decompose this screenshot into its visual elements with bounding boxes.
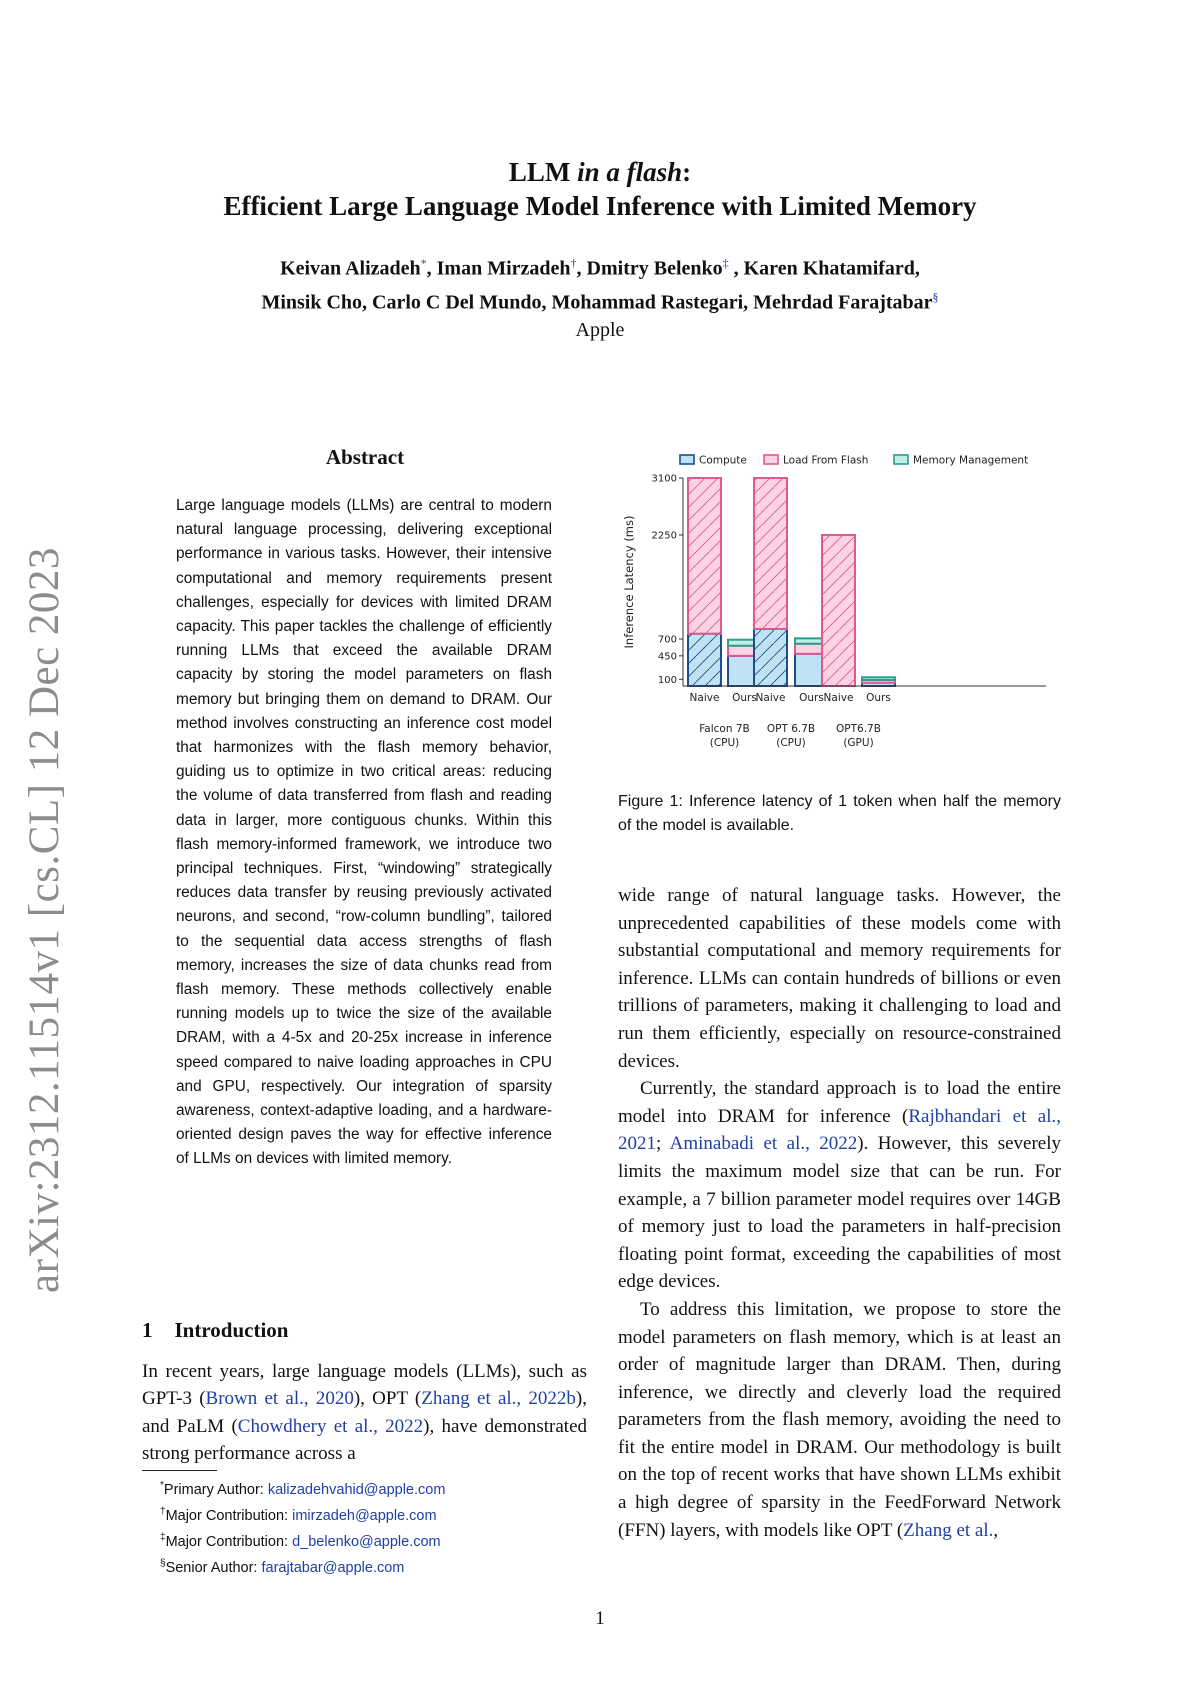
footnote-rule (142, 1470, 217, 1471)
citation-link[interactable]: Zhang et al. (903, 1519, 994, 1541)
x-tick-label: Naive (689, 692, 720, 704)
legend-label: Compute (699, 454, 747, 467)
paragraph: To address this limitation, we propose to store the model parameters on flash memory, which is at least an order of magnitude larger than DRAM. Then, during inference, we directly and cleverly load the required parameters from the flash memory, avoiding the need to fit the entire model in DRAM. Our methodology is built on the top of recent works that have shown LLMs exhibit a high degree of sparsity in the FeedForward Network (FFN) layers, with models like OPT (Zhang et al., (618, 1298, 1061, 1541)
email-link[interactable]: imirzadeh@apple.com (292, 1507, 437, 1524)
latency-chart (618, 448, 1063, 768)
group-label: OPT6.7B (836, 723, 881, 735)
title-block (130, 155, 1070, 344)
email-link[interactable]: kalizadehvahid@apple.com (267, 1481, 446, 1498)
y-tick-label: 100 (657, 674, 677, 686)
footnotes (160, 1475, 590, 1580)
author-list: Keivan Alizadeh*, Iman Mirzadeh†, Dmitry Belenko‡ , Karen Khatamifard, Minsik Cho, Carlo C Del Mundo, Mohammad Rastegari, Mehrdad Farajtabar§ (261, 256, 939, 314)
footnote: *Primary Author: kalizadehvahid@apple.com (160, 1480, 446, 1498)
y-tick-label: 700 (657, 634, 677, 646)
y-axis-label: Inference Latency (ms) (622, 515, 636, 649)
email-link[interactable]: d_belenko@apple.com (292, 1534, 441, 1551)
bar-hatch (754, 478, 787, 629)
footnote: §Senior Author: farajtabar@apple.com (160, 1558, 405, 1577)
figure-1 (618, 448, 1063, 768)
group-label: OPT 6.7B (766, 723, 816, 735)
citation-link[interactable]: Rajbhandari et al., 2021 (618, 1105, 1061, 1155)
abstract-text: Large language models (LLMs) are central to modern natural language processing, delivering exceptional performance in various tasks. However, their intensive computational and memory requirements present challenges, especially for devices with limited DRAM capacity. This paper tackles the challenge of efficiently running LLMs that exceed the available DRAM capacity by storing the model parameters on flash memory but bringing them on demand to DRAM. Our method involves constructing an inference cost model that harmonizes with the flash memory behavior, guiding us to optimize in two critical areas: reducing the volume of data transferred from flash and reading data in larger, more contiguous chunks. Within this flash memory-informed framework, we introduce two principal techniques. First, “windowing” strategically reduces data transfer by reusing previously activated neurons, and second, “row-column bundling”, tailored to the sequential data access strengths of flash memory, increases the size of data chunks read from flash memory. These methods collectively enable running models up to twice the size of the available DRAM, with a 4-5x and 20-25x increase in inference speed compared to naive loading approaches in CPU and GPU, respectively. Our integration of sparsity awareness, context-adaptive loading, and a hardware-oriented design paves the way for effective inference of LLMs on devices with limited memory. (176, 497, 552, 1168)
x-tick-label: Ours (732, 692, 757, 704)
citation-link[interactable]: Aminabadi et al., 2022 (669, 1133, 858, 1155)
legend-swatch (764, 455, 778, 464)
group-sublabel: (GPU) (843, 737, 874, 749)
x-tick-label: Naive (823, 692, 854, 704)
abstract-heading: Abstract (325, 445, 405, 469)
x-tick-label: Ours (866, 692, 891, 704)
citation-link[interactable]: Zhang et al., 2022b (421, 1388, 576, 1410)
chart-bars (688, 478, 895, 686)
citation-link[interactable]: Chowdhery et al., 2022 (237, 1415, 424, 1437)
bar-hatch (754, 629, 787, 686)
page-number: 1 (595, 1608, 605, 1629)
bar-segment (862, 677, 895, 680)
affiliation: Apple (575, 319, 625, 342)
right-column-text (618, 882, 1061, 1544)
legend-label: Load From Flash (783, 454, 869, 467)
introduction-heading: 1 Introduction (142, 1318, 289, 1342)
group-label: Falcon 7B (699, 723, 750, 735)
chart-legend (680, 455, 1028, 467)
paper-title: LLM in a flash: (508, 157, 692, 187)
bar-hatch (688, 634, 721, 686)
paper-subtitle: Efficient Large Language Model Inference with Limited Memory (223, 191, 977, 221)
paragraph: wide range of natural language tasks. However, the unprecedented capabilities of these models come with substantial computational and memory requirements for inference. LLMs can contain hundreds of billions or even trillions of parameters, making it challenging to load and run them efficiently, especially on resource-constrained devices. (618, 885, 1061, 1072)
footnote: ‡Major Contribution: d_belenko@apple.com (160, 1532, 441, 1551)
y-tick-label: 3100 (651, 473, 677, 485)
x-tick-label: Naive (755, 692, 786, 704)
x-tick-label: Ours (799, 692, 824, 704)
bar-hatch (822, 535, 855, 686)
footnote: †Major Contribution: imirzadeh@apple.com (160, 1506, 437, 1524)
bar-hatch (688, 478, 721, 634)
citation-link[interactable]: Brown et al., 2020 (205, 1388, 354, 1410)
arxiv-stamp: arXiv:2312.11514v1 [cs.CL] 12 Dec 2023 (21, 547, 68, 1293)
paragraph: Currently, the standard approach is to load the entire model into DRAM for inference (Rajbhandari et al., 2021; Aminabadi et al., 2022). However, this severely limits the maximum model size that can be run. For example, a 7 billion parameter model requires over 14GB of memory just to load the parameters in half-precision floating point format, exceeding the capabilities of most edge devices. (618, 1078, 1061, 1293)
introduction-text: In recent years, large language models (LLMs), such as GPT-3 (Brown et al., 2020), OPT (Zhang et al., 2022b), and PaLM (Chowdhery et al., 2022), have demonstrated strong performance across a (142, 1361, 587, 1464)
legend-swatch (894, 455, 908, 464)
y-tick-label: 2250 (651, 530, 677, 542)
legend-swatch (680, 455, 694, 464)
legend-label: Memory Management (913, 454, 1029, 467)
group-sublabel: (CPU) (709, 737, 740, 749)
group-sublabel: (CPU) (776, 737, 806, 749)
email-link[interactable]: farajtabar@apple.com (261, 1560, 405, 1577)
figure-caption: Figure 1: Inference latency of 1 token when half the memory of the model is available. (618, 793, 1061, 834)
y-tick-label: 450 (657, 651, 677, 663)
